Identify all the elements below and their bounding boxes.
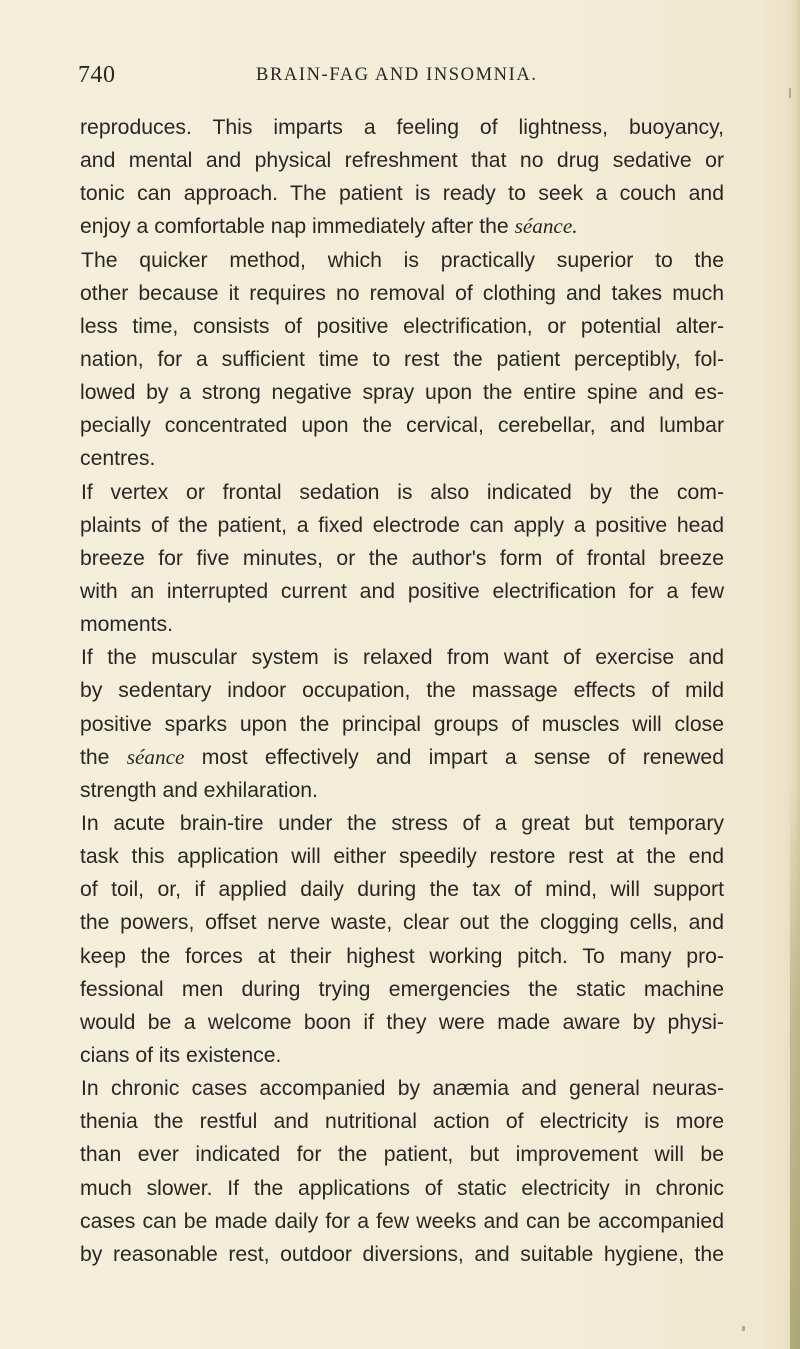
text-line: tonic can approach. The patient is ready to seek a couch and — [80, 182, 724, 206]
text-line: much slower. If the applications of static electricity in chronic — [80, 1176, 724, 1200]
text-line: and mental and physical refreshment that no drug sedative or — [80, 149, 724, 173]
paragraph-start-line: In chronic cases accompanied by anæmia and general neuras- — [81, 1077, 724, 1101]
text-line: thenia the restful and nutritional action of electricity is more — [80, 1110, 724, 1134]
text-line: by reasonable rest, outdoor diversions, and suitable hygiene, the — [80, 1242, 724, 1266]
text-line: plaints of the patient, a fixed electrode can apply a positive head — [80, 513, 724, 537]
text-line: nation, for a sufficient time to rest the patient perceptibly, fol- — [80, 347, 724, 371]
text-line: by sedentary indoor occupation, the massage effects of mild — [80, 679, 724, 703]
text-line: cians of its existence. — [80, 1043, 282, 1067]
text-line: less time, consists of positive electrification, or potential alter- — [80, 314, 724, 338]
text-line: fessional men during trying emergencies the static machine — [80, 977, 724, 1001]
page-edge-shadow — [790, 780, 800, 1349]
text-line: pecially concentrated upon the cervical, cerebellar, and lumbar — [80, 414, 724, 438]
text-line: lowed by a strong negative spray upon the entire spine and es- — [80, 381, 724, 405]
text-line: task this application will either speedily restore rest at the end — [80, 845, 724, 869]
margin-speck — [742, 1326, 745, 1331]
text-line — [80, 210, 724, 243]
page-number: 740 — [78, 62, 116, 88]
running-head: BRAIN-FAG AND INSOMNIA. — [256, 65, 538, 85]
text-span: enjoy a comfortable nap immediately after the — [80, 215, 515, 239]
paragraph-start-line: If vertex or frontal sedation is also indicated by the com- — [81, 480, 724, 504]
text-line: would be a welcome boon if they were made aware by physi- — [80, 1010, 724, 1034]
text-line: reproduces. This imparts a feeling of lightness, buoyancy, — [80, 116, 724, 139]
body-text — [80, 111, 724, 1271]
paragraph-start-line: In acute brain-tire under the stress of a great but temporary — [81, 811, 724, 835]
text-line: cases can be made daily for a few weeks and can be accompanied — [80, 1209, 724, 1233]
text-line: centres. — [80, 447, 156, 471]
text-line: of toil, or, if applied daily during the tax of mind, will support — [80, 878, 724, 902]
text-line: breeze for five minutes, or the author's form of frontal breeze — [80, 546, 724, 570]
text-span: the — [80, 745, 127, 769]
text-line: strength and exhilaration. — [80, 778, 318, 802]
paragraph-start-line: If the muscular system is relaxed from want of exercise and — [81, 646, 724, 670]
text-line: the powers, offset nerve waste, clear out the clogging cells, and — [80, 911, 724, 935]
text-line: keep the forces at their highest working pitch. To many pro- — [80, 944, 724, 968]
paragraph-start-line: The quicker method, which is practically superior to the — [81, 248, 724, 272]
italic-term: séance. — [514, 214, 578, 239]
text-line — [80, 741, 724, 774]
page-header — [78, 62, 738, 92]
text-line: moments. — [80, 613, 174, 637]
text-line: with an interrupted current and positive electrification for a few — [80, 579, 724, 603]
text-line: other because it requires no removal of clothing and takes much — [80, 281, 724, 305]
text-line: positive sparks upon the principal groups of muscles will close — [80, 712, 724, 736]
text-line: than ever indicated for the patient, but improvement will be — [80, 1143, 724, 1167]
italic-term: séance — [126, 744, 185, 769]
text-span: most effectively and impart a sense of renewed — [184, 745, 724, 769]
margin-speck — [789, 88, 791, 98]
